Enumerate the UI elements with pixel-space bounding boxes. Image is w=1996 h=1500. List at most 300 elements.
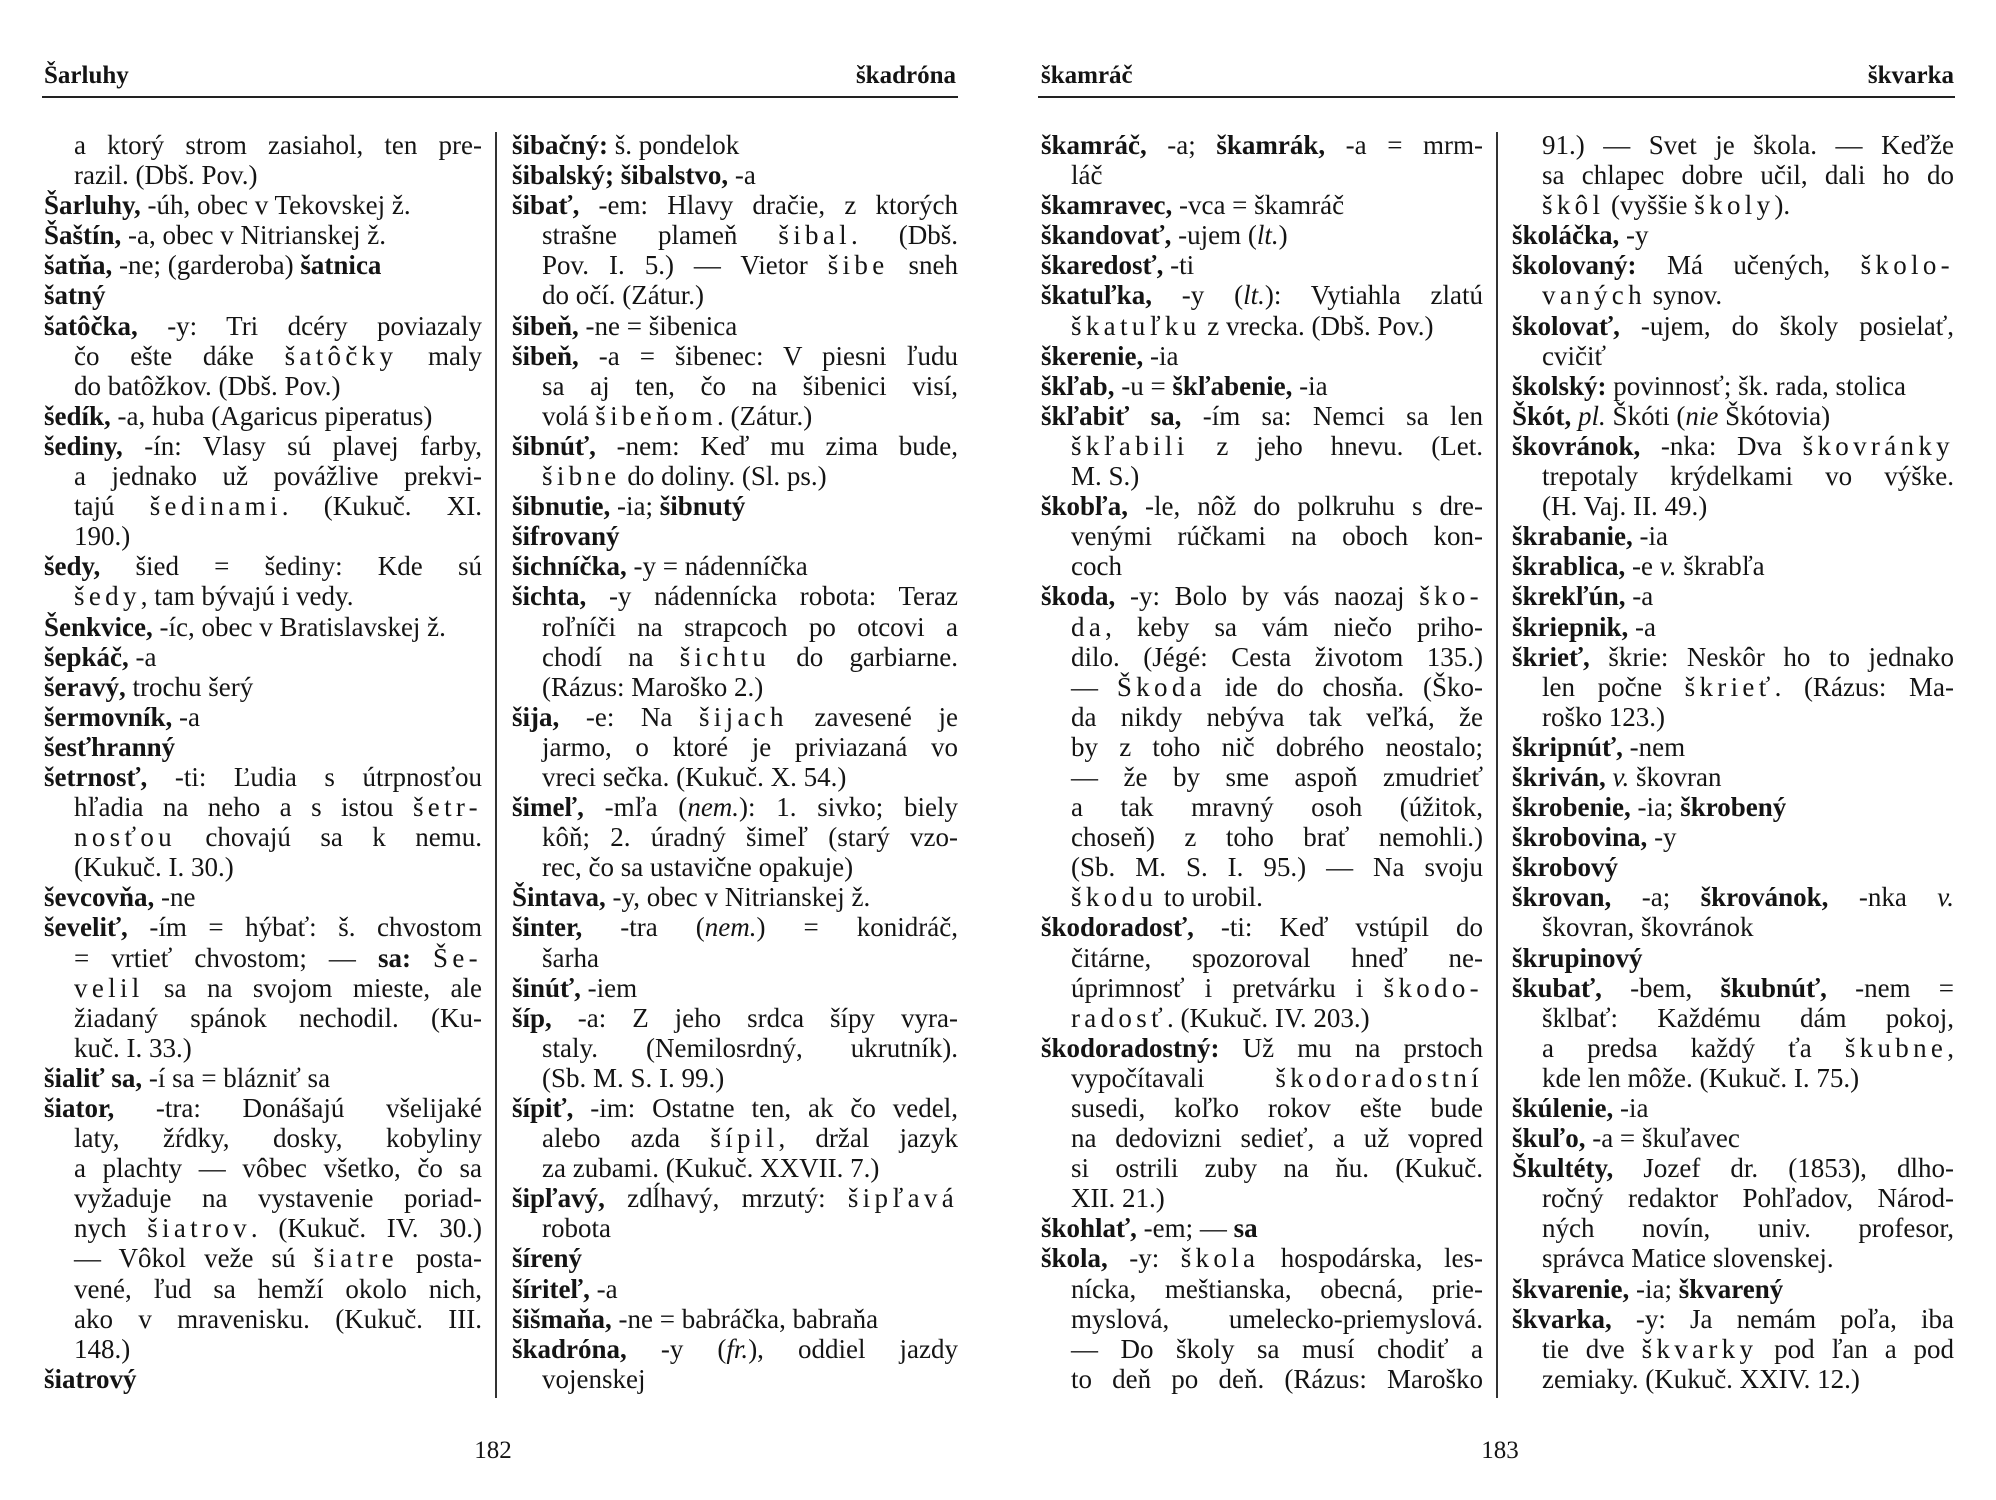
continuation-line <box>1512 1213 1954 1243</box>
spaced-emphasis: škatuľku <box>1071 310 1201 341</box>
bold-term: šesťhranný <box>44 731 176 762</box>
entry-text: -ujem, do školy posielať, <box>1619 310 1954 341</box>
spaced-emphasis: šijach <box>698 701 788 732</box>
bold-term: škriepnik, <box>1512 611 1629 642</box>
headword-line <box>512 1183 958 1213</box>
bold-term: školovaný: <box>1512 250 1637 281</box>
continuation-line <box>512 852 958 882</box>
entry-text: volá <box>542 400 596 431</box>
bold-term: škerenie, <box>1041 340 1144 371</box>
continuation-line <box>1041 1334 1483 1364</box>
headword-line <box>512 431 958 461</box>
bold-term: šichta, <box>512 581 587 612</box>
spaced-emphasis: škvarky <box>1641 1333 1758 1364</box>
entry-text: sa aj ten, čo na šibenici visí, <box>542 370 958 401</box>
entry-text: susedi, koľko rokov ešte bude <box>1071 1093 1483 1123</box>
headword-line <box>44 280 482 310</box>
bold-term: škrobený <box>1680 792 1787 823</box>
continuation-line <box>512 1033 958 1063</box>
italic-abbreviation: pl. <box>1578 400 1606 431</box>
entry-text: -y: <box>1107 1243 1181 1274</box>
spaced-emphasis: šiatrov <box>147 1213 251 1244</box>
entry-text: -nem <box>1622 731 1686 762</box>
headword-line <box>1041 341 1483 371</box>
bold-term: šepkáč, <box>44 641 129 672</box>
entry-text: -ia; <box>610 491 660 522</box>
continuation-line <box>512 672 958 702</box>
continuation-line <box>1041 822 1483 852</box>
entry-text: ): Vytiahla zlatú <box>1264 280 1483 311</box>
entry-text: . (Dbš. <box>851 220 958 251</box>
entry-text: -úh, obec v Tekovskej ž. <box>140 190 411 221</box>
entry-text: -íc, obec v Bratislavskej ž. <box>152 611 446 642</box>
entry-text: cvičiť <box>1542 340 1607 371</box>
entry-text: škrabľa <box>1676 551 1765 582</box>
continuation-line <box>44 943 482 973</box>
continuation-line <box>1512 130 1954 160</box>
entry-text: -im: Ostatne ten, ak čo vedel, <box>573 1093 958 1123</box>
headword-line <box>512 882 958 912</box>
bold-term: škodoradostný: <box>1041 1032 1220 1063</box>
entry-text: ako v mravenisku. (Kukuč. III. <box>74 1303 482 1334</box>
entry-text: -y ( <box>626 1333 727 1364</box>
entry-text: -a <box>172 701 200 732</box>
entry-text: správca Matice slovenskej. <box>1542 1243 1834 1274</box>
entry-text: trochu šerý <box>125 671 254 702</box>
entry-text: sa na svojom mieste, ale <box>143 972 482 1003</box>
bold-term: školáčka, <box>1512 220 1620 251</box>
headword-line <box>44 702 482 732</box>
italic-abbreviation: nem. <box>704 912 757 943</box>
entry-text: úprimnosť i pretvárku i <box>1071 972 1384 1003</box>
headword-line <box>1041 401 1483 431</box>
bold-term: šetrnosť, <box>44 761 148 792</box>
bold-term: škamravec, <box>1041 190 1173 221</box>
continuation-line <box>1041 973 1483 1003</box>
continuation-line <box>512 1063 958 1093</box>
entry-text: len počne <box>1542 671 1685 702</box>
continuation-line <box>1512 1243 1954 1273</box>
headword-line <box>512 521 958 551</box>
headword-line <box>1512 1093 1954 1123</box>
bold-term: škuľo, <box>1512 1123 1586 1154</box>
headword-line <box>44 190 482 220</box>
continuation-line <box>512 642 958 672</box>
headword-line <box>1512 431 1954 461</box>
spaced-emphasis: šedy <box>74 581 141 612</box>
entry-text: -í sa = blázniť sa <box>142 1062 331 1093</box>
continuation-line <box>44 461 482 491</box>
headword-line <box>1512 642 1954 672</box>
continuation-line <box>44 1153 482 1183</box>
entry-text: -ti: Ľudia s útrpnosťou <box>147 761 482 792</box>
entry-text: strašne plameň <box>542 220 779 251</box>
entry-text: na dedovizni sedieť, a už vopred <box>1071 1123 1483 1154</box>
continuation-line <box>44 1003 482 1033</box>
entry-text: -ne = babráčka, babraňa <box>611 1303 879 1334</box>
continuation-line <box>1512 1003 1954 1033</box>
spaced-emphasis: šichtu <box>679 641 771 672</box>
spaced-emphasis: šiatre <box>313 1243 398 1274</box>
entry-text: -a <box>728 160 756 191</box>
bold-term: šinter, <box>512 912 583 943</box>
continuation-line <box>44 1183 482 1213</box>
continuation-line <box>1512 1063 1954 1093</box>
entry-text: — <box>1071 671 1117 702</box>
headword-line <box>512 160 958 190</box>
entry-text: vené, ľud sa hemží okolo nich, <box>74 1273 482 1304</box>
entry-text: -nka <box>1828 882 1938 913</box>
spaced-emphasis: škrieť <box>1684 671 1775 702</box>
entry-text: — Vôkol veže sú <box>74 1243 314 1274</box>
running-head-first-entry: Šarluhy <box>44 62 129 89</box>
headword-line <box>512 702 958 732</box>
headword-line <box>1512 1304 1954 1334</box>
spaced-emphasis: šipľavá <box>847 1183 958 1214</box>
entry-text: a predsa každý ťa <box>1542 1032 1845 1063</box>
entry-text: hľadia na neho a s istou <box>74 792 413 823</box>
continuation-line <box>512 822 958 852</box>
spaced-emphasis: šatôčky <box>284 340 398 371</box>
entry-text: , keby sa vám niečo priho- <box>1105 611 1483 642</box>
bold-term: šíriteľ, <box>512 1273 590 1304</box>
continuation-line <box>512 762 958 792</box>
entry-text: jarmo, o ktoré je priviazaná vo <box>542 731 958 762</box>
entry-text: škrie: Neskôr ho to jednako <box>1589 641 1954 672</box>
entry-text: -mľa ( <box>583 792 688 823</box>
entry-text: pod ľan a pod <box>1757 1333 1954 1364</box>
entry-text: Škóti ( <box>1605 400 1686 431</box>
entry-text: vyžaduje na vystavenie poriad- <box>74 1183 482 1214</box>
continuation-line <box>1512 672 1954 702</box>
entry-text: razil. (Dbš. Pov.) <box>74 160 258 191</box>
continuation-line <box>1041 311 1483 341</box>
entry-text: -a = šibenec: V piesni ľudu <box>578 340 958 371</box>
continuation-line <box>512 1364 958 1394</box>
headword-line <box>512 792 958 822</box>
entry-text: -ím sa: Nemci sa len <box>1181 400 1484 431</box>
entry-text: -nka: Dva <box>1640 430 1803 461</box>
bold-term: škrabanie, <box>1512 521 1633 552</box>
entry-text: M. S.) <box>1071 461 1140 492</box>
bold-term: šichníčka, <box>512 551 627 582</box>
bold-term: šibeň, <box>512 340 579 371</box>
entry-text: . (Kukuč. IV. 30.) <box>250 1213 482 1244</box>
entry-text: zavesené je <box>787 701 958 732</box>
continuation-line <box>1512 160 1954 190</box>
bold-term: škrovan, <box>1512 882 1612 913</box>
bold-term: šibnúť, <box>512 430 596 461</box>
bold-term: šimeľ, <box>512 792 584 823</box>
bold-term: školovať, <box>1512 310 1620 341</box>
italic-abbreviation: fr. <box>726 1333 749 1364</box>
entry-text: choseň) z toho brať nemohli.) <box>1071 822 1483 853</box>
entry-text: coch <box>1071 551 1122 582</box>
spaced-emphasis: Škoda <box>1116 671 1206 702</box>
headword-line <box>512 912 958 942</box>
bold-term: škoda, <box>1041 581 1116 612</box>
spaced-emphasis: školo- <box>1860 250 1954 281</box>
continuation-line <box>1041 702 1483 732</box>
headword-line <box>512 1304 958 1334</box>
continuation-line <box>1041 943 1483 973</box>
entry-text: myslová, umelecko-priemyslová. <box>1071 1303 1483 1334</box>
entry-text: -a, obec v Nitrianskej ž. <box>121 220 386 251</box>
continuation-line <box>512 1123 958 1153</box>
entry-text: ) = konidráč, <box>756 912 958 943</box>
entry-text: synov. <box>1645 280 1723 311</box>
entry-text: -ti: Keď vstúpil do <box>1193 912 1483 943</box>
entry-text: — že by sme aspoň zmudrieť <box>1071 761 1483 792</box>
continuation-line <box>1512 491 1954 521</box>
entry-text: 148.) <box>74 1333 131 1364</box>
headword-line <box>1041 371 1483 401</box>
bold-term: šibnutie, <box>512 491 611 522</box>
entry-text: -bem, <box>1601 972 1721 1003</box>
entry-text: robota <box>542 1213 611 1244</box>
continuation-line <box>1041 762 1483 792</box>
entry-text: -vca = škamráč <box>1172 190 1345 221</box>
entry-text: (Sb. M. S. I. 95.) — Na svoju <box>1071 852 1483 883</box>
spaced-emphasis: škôl <box>1542 190 1605 221</box>
column-2 <box>1512 130 1954 1394</box>
headword-line <box>512 1003 958 1033</box>
continuation-line <box>1041 852 1483 882</box>
headword-line <box>44 732 482 762</box>
bold-term: Šarluhy, <box>44 190 141 221</box>
spaced-emphasis: škola <box>1180 1243 1260 1274</box>
bold-term: škadróna, <box>512 1333 627 1364</box>
headword-line <box>1041 280 1483 310</box>
continuation-line <box>1512 702 1954 732</box>
continuation-line <box>512 401 958 431</box>
spaced-emphasis: ško- <box>1419 581 1483 612</box>
bold-term: škrobovina, <box>1512 822 1648 853</box>
entry-text: Škótovia) <box>1718 400 1831 431</box>
bold-term: škrekľún, <box>1512 581 1626 612</box>
bold-term: šifrovaný <box>512 521 620 552</box>
bold-term: šeravý, <box>44 671 126 702</box>
entry-text: vreci sečka. (Kukuč. X. 54.) <box>542 761 847 792</box>
entry-text: chodí na <box>542 641 680 672</box>
entry-text: ide do chosňa. (Ško- <box>1205 671 1483 702</box>
spaced-emphasis: školy <box>1694 190 1775 221</box>
entry-text: -ne = šibenica <box>578 310 738 341</box>
headword-line <box>44 912 482 942</box>
continuation-line <box>512 461 958 491</box>
italic-abbreviation: lt. <box>1256 220 1279 251</box>
headword-line <box>512 1274 958 1304</box>
entry-text: by z toho nič dobrého neostalo; <box>1071 731 1483 762</box>
spaced-emphasis: radosť <box>1071 1002 1167 1033</box>
bold-term: šediny, <box>44 430 123 461</box>
entry-text: laty, žŕdky, dosky, kobyliny <box>74 1123 482 1154</box>
headword-line <box>1041 190 1483 220</box>
entry-text: -y <box>1619 220 1649 251</box>
entry-text: láč <box>1071 160 1103 191</box>
headword-line <box>44 1063 482 1093</box>
bold-term: šípiť, <box>512 1093 574 1123</box>
page-number: 182 <box>474 1437 512 1464</box>
entry-text: -y: Tri dcéry poviazaly <box>137 310 482 341</box>
entry-text: Už mu na prstoch <box>1219 1032 1483 1063</box>
headword-line <box>44 401 482 431</box>
headword-line <box>1041 1213 1483 1243</box>
entry-text: -le, nôž do polkruhu s dre- <box>1127 491 1483 522</box>
bold-term: škvarený <box>1678 1273 1784 1304</box>
headword-line <box>44 1093 482 1123</box>
headword-line <box>1512 973 1954 1003</box>
headword-line <box>44 220 482 250</box>
continuation-line <box>1512 1033 1954 1063</box>
continuation-line <box>1041 1063 1483 1093</box>
entry-text: -a <box>128 641 157 672</box>
entry-text: zdĺhavý, mrzutý: <box>604 1183 848 1214</box>
entry-text: ): 1. sivko; biely <box>739 792 958 823</box>
spaced-emphasis: vaných <box>1542 280 1646 311</box>
headword-line <box>512 581 958 611</box>
entry-text: . (Kukuč. IV. 203.) <box>1166 1002 1370 1033</box>
continuation-line <box>1041 461 1483 491</box>
bold-term: šiator, <box>44 1093 115 1123</box>
entry-text: škovran, škovránok <box>1542 912 1754 943</box>
entry-text: -y, obec v Nitrianskej ž. <box>605 882 871 913</box>
bold-term: škrupinový <box>1512 942 1643 973</box>
entry-text: -a <box>1628 611 1657 642</box>
entry-text: vojenskej <box>542 1363 646 1394</box>
headword-line <box>1512 822 1954 852</box>
spaced-emphasis: šetr- <box>412 792 482 823</box>
entry-text: — Do školy sa musí chodiť a <box>1071 1333 1483 1364</box>
entry-text: a jednako už povážlive prekvi- <box>74 461 482 492</box>
entry-text: -u = <box>1114 370 1173 401</box>
continuation-line <box>512 371 958 401</box>
continuation-line <box>1041 1274 1483 1304</box>
headword-line <box>1041 250 1483 280</box>
headword-line <box>1041 130 1483 160</box>
continuation-line <box>44 1304 482 1334</box>
bold-term: ševcovňa, <box>44 882 155 913</box>
entry-text: -y nádennícka robota: Teraz <box>586 581 958 612</box>
entry-text: chovajú sa k nemu. <box>175 822 482 853</box>
running-head-first-entry: škamráč <box>1041 62 1133 89</box>
running-head <box>1041 60 1954 92</box>
bold-term: škovránok, <box>1512 430 1641 461</box>
spaced-emphasis: škodoradostní <box>1275 1062 1483 1093</box>
running-head <box>44 60 956 92</box>
entry-text: ) <box>1278 220 1288 251</box>
entry-text: -y: Ja nemám poľa, iba <box>1611 1303 1954 1334</box>
headword-line <box>512 491 958 521</box>
continuation-line <box>1512 280 1954 310</box>
entry-text: -em; — <box>1136 1213 1234 1244</box>
entry-text: trepotaly krýdelkami vo výške. <box>1542 461 1954 492</box>
bold-term: škľabenie, <box>1172 370 1293 401</box>
continuation-line <box>512 732 958 762</box>
headword-line <box>1512 371 1954 401</box>
column-divider <box>1496 132 1498 1398</box>
entry-text: a tak mravný osoh (úžitok, <box>1071 792 1483 823</box>
bold-term: šibeň, <box>512 310 579 341</box>
bold-term: Škót, <box>1512 400 1572 431</box>
continuation-line <box>1041 612 1483 642</box>
entry-text: tajú <box>74 491 150 522</box>
spaced-emphasis: škodu <box>1071 882 1158 913</box>
bold-term: škľab, <box>1041 370 1115 401</box>
entry-text: , <box>1947 1032 1954 1063</box>
entry-text: Jozef dr. (1853), dlho- <box>1613 1153 1954 1184</box>
entry-text: -y ( <box>1151 280 1244 311</box>
continuation-line <box>512 250 958 280</box>
italic-abbreviation: v. <box>1937 882 1954 913</box>
entry-text <box>1606 762 1613 792</box>
entry-text: rec, čo sa ustavične opakuje) <box>542 852 854 883</box>
bold-term: šišmaňa, <box>512 1303 612 1334</box>
continuation-line <box>1041 1093 1483 1123</box>
bold-term: sa: <box>377 942 411 973</box>
headword-line <box>1512 792 1954 822</box>
header-rule <box>42 96 958 98</box>
spaced-emphasis: da <box>1071 611 1106 642</box>
continuation-line <box>1041 1183 1483 1213</box>
continuation-line <box>1512 190 1954 220</box>
continuation-line <box>44 1033 482 1063</box>
entry-text: -y = nádenníčka <box>626 551 808 582</box>
entry-text: a plachty — vôbec všetko, čo sa <box>74 1153 482 1184</box>
entry-text: 190.) <box>74 521 131 552</box>
bold-term: šiatrový <box>44 1363 137 1394</box>
entry-text: -ujem ( <box>1171 220 1257 251</box>
entry-text: to urobil. <box>1157 882 1263 913</box>
entry-text: -a <box>589 1273 618 1304</box>
bold-term: Šaštín, <box>44 220 122 251</box>
entry-text: z jeho hnevu. (Let. <box>1188 430 1483 461</box>
entry-text: žiadaný spánok nechodil. (Ku- <box>74 1002 482 1033</box>
entry-text: , držal jazyk <box>778 1123 958 1154</box>
bold-term: Šenkvice, <box>44 611 153 642</box>
entry-text: škovran <box>1629 761 1722 792</box>
headword-line <box>512 551 958 581</box>
entry-text: kôň; 2. úradný šimeľ (starý vzo- <box>542 822 958 853</box>
headword-line <box>1512 521 1954 551</box>
spaced-emphasis: šibal <box>778 220 852 251</box>
entry-text: šied = šediny: Kde sú <box>100 551 482 582</box>
continuation-line <box>1041 672 1483 702</box>
entry-text: to deň po deň. (Rázus: Maroško <box>1071 1363 1483 1394</box>
entry-text: , tam bývajú i vedy. <box>140 581 354 612</box>
continuation-line <box>1041 882 1483 912</box>
bold-term: škaredosť, <box>1041 250 1164 281</box>
entry-text: si ostrili zuby na ňu. (Kukuč. <box>1071 1153 1483 1184</box>
bold-term: šatnica <box>300 250 382 281</box>
entry-text: 91.) — Svet je škola. — Keďže <box>1542 130 1954 160</box>
continuation-line <box>512 220 958 250</box>
continuation-line <box>1512 912 1954 942</box>
bold-term: škamráč, <box>1041 130 1147 160</box>
bold-term: škohlať, <box>1041 1213 1137 1244</box>
bold-term: škrieť, <box>1512 641 1590 672</box>
bold-term: šermovník, <box>44 701 173 732</box>
entry-text: -a; <box>1611 882 1701 913</box>
bold-term: škandovať, <box>1041 220 1172 251</box>
headword-line <box>1041 912 1483 942</box>
entry-text: (H. Vaj. II. 49.) <box>1542 491 1708 522</box>
entry-text: maly <box>397 340 482 371</box>
entry-text: kuč. I. 33.) <box>74 1032 192 1063</box>
entry-text: šarha <box>542 942 599 973</box>
entry-text: -iem <box>580 972 638 1003</box>
continuation-line <box>1041 160 1483 190</box>
